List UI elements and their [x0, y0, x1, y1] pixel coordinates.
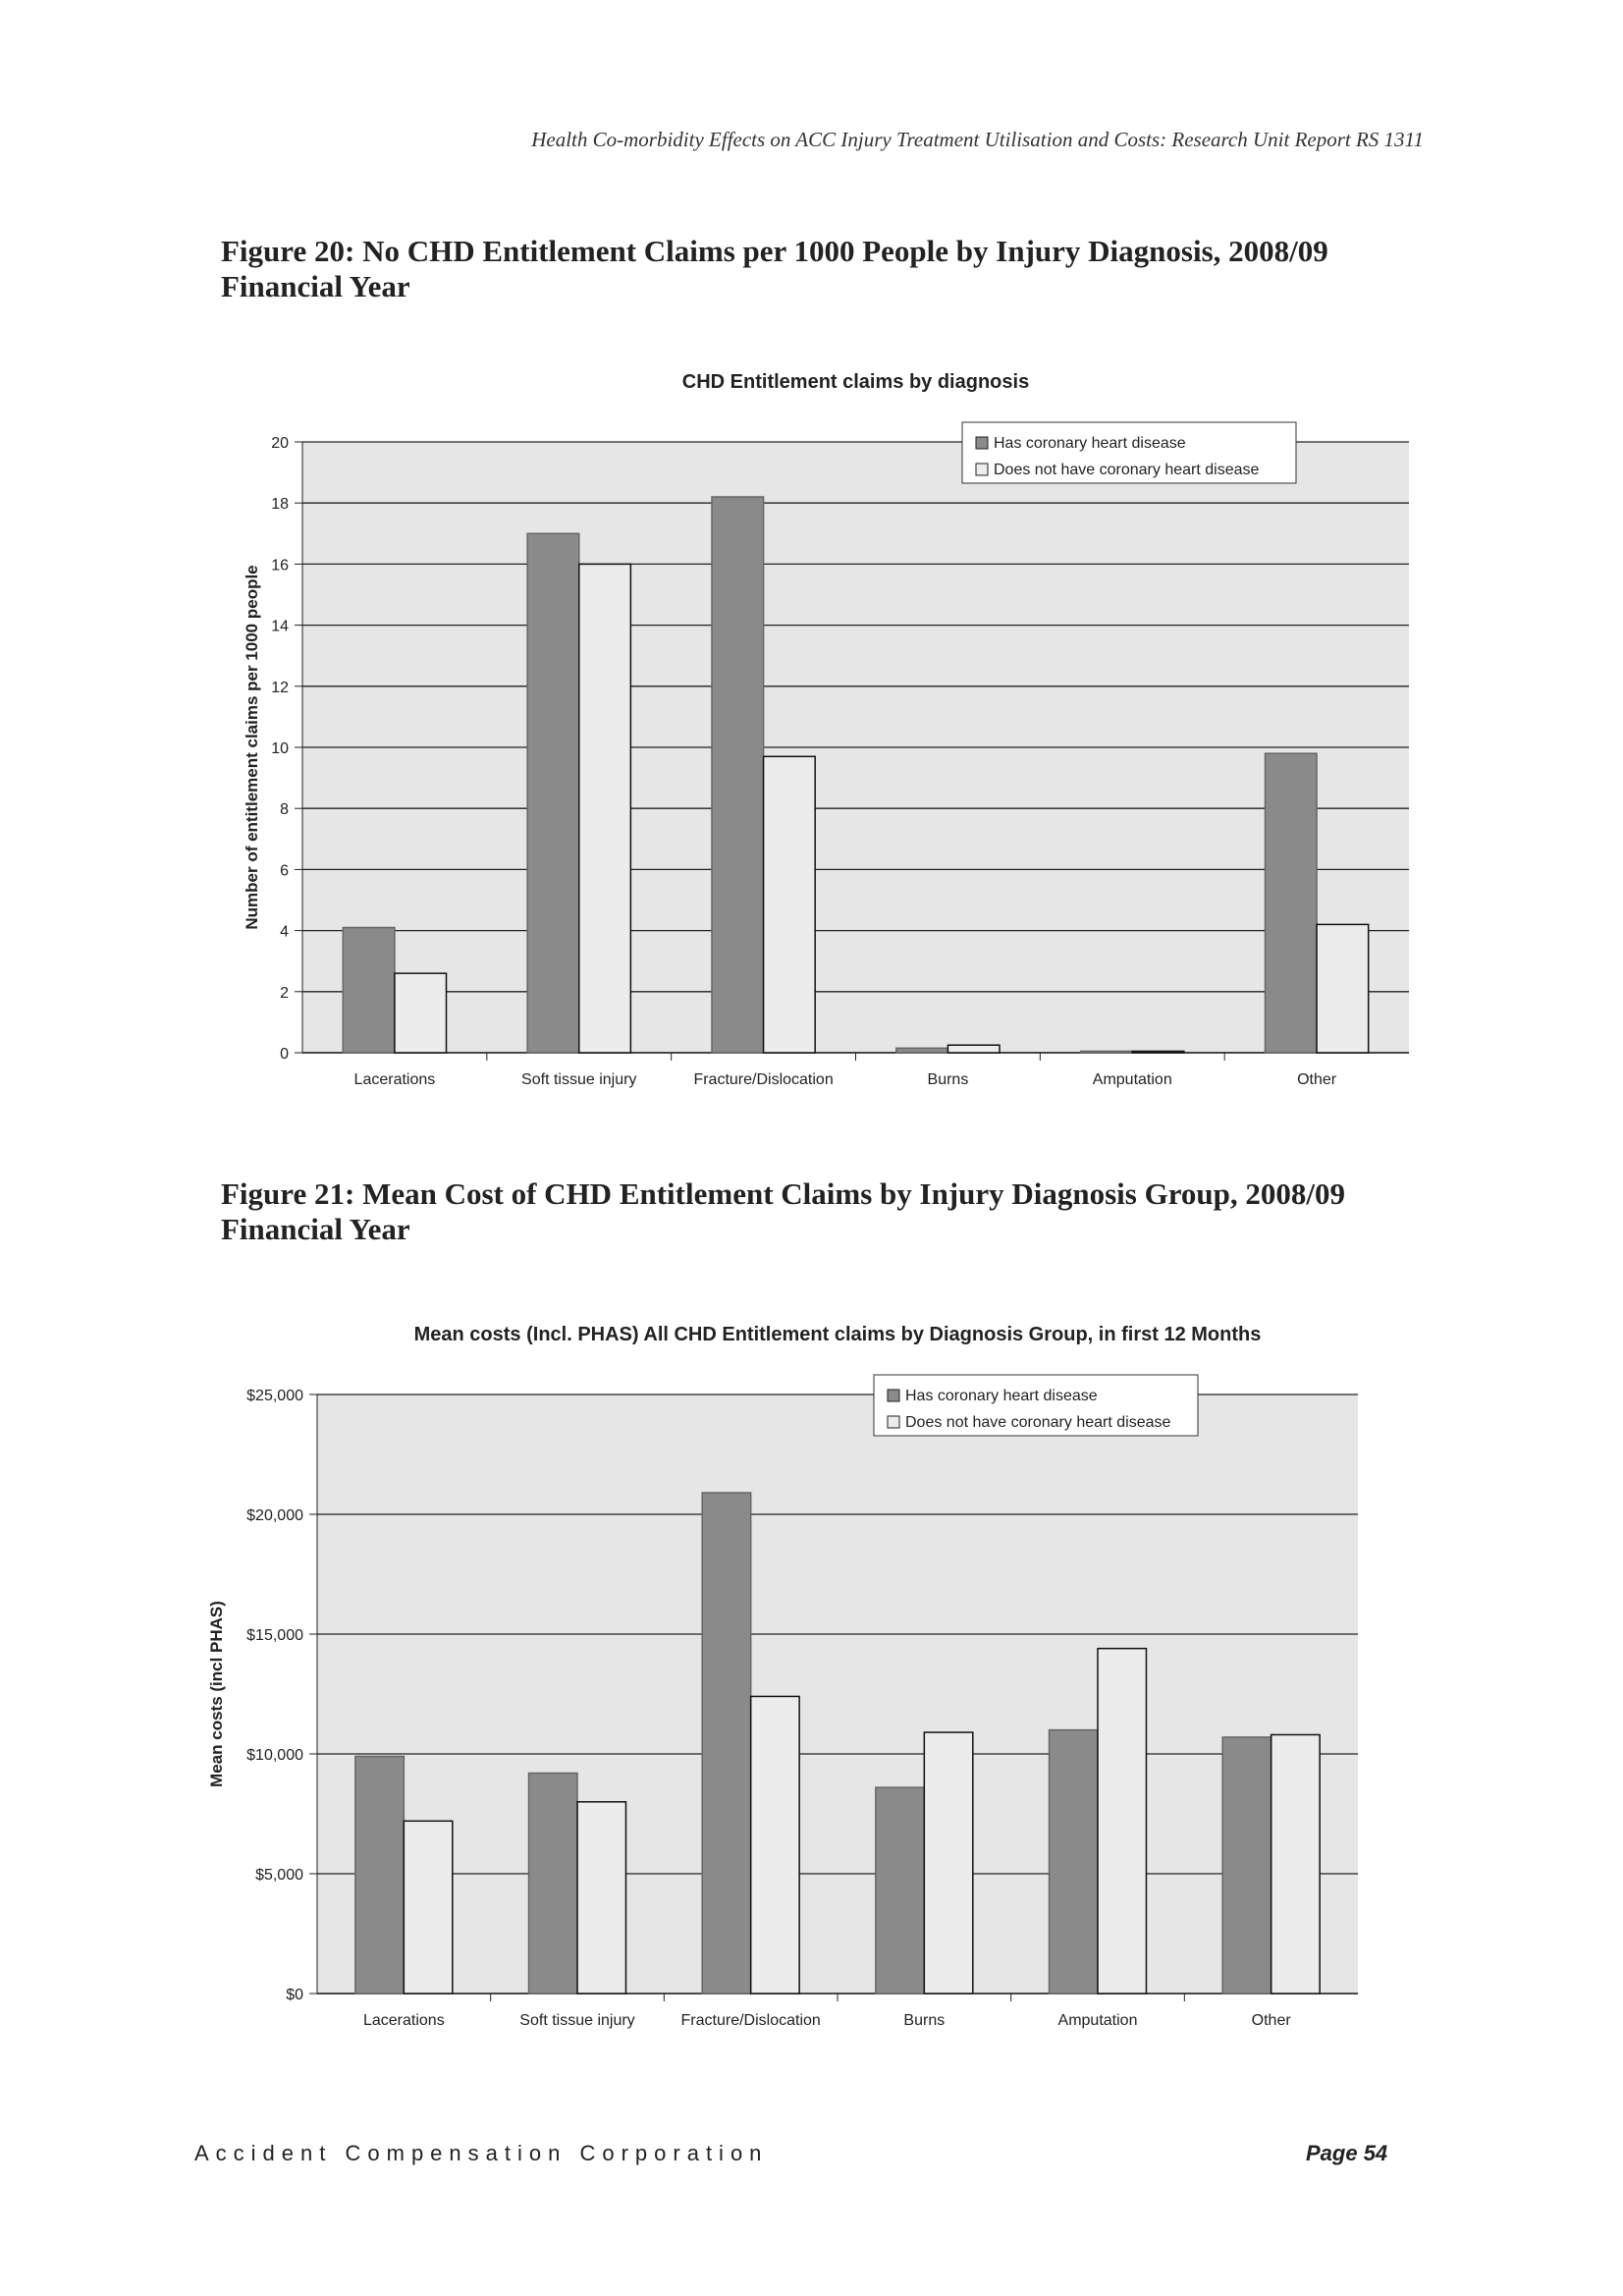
bar-has-chd — [1222, 1737, 1271, 1994]
bar-has-chd — [876, 1787, 924, 1994]
chart-claims-by-diagnosis — [0, 354, 1623, 1100]
chart-title: CHD Entitlement claims by diagnosis — [681, 371, 1030, 393]
bar-no-chd — [404, 1821, 452, 1994]
x-tick-label: Fracture/Dislocation — [680, 2012, 821, 2029]
y-tick-label: 4 — [280, 923, 289, 941]
bar-has-chd — [343, 927, 395, 1053]
running-header: Health Co-morbidity Effects on ACC Injury Treatment Utilisation and Costs: Research Unit Report RS 1311 — [531, 128, 1424, 151]
bar-has-chd — [712, 497, 764, 1053]
bar-has-chd — [1265, 753, 1317, 1053]
x-tick-label: Fracture/Dislocation — [693, 1071, 834, 1088]
bar-no-chd — [764, 756, 816, 1053]
plot-area — [317, 1394, 1358, 1994]
y-tick-label: 6 — [280, 862, 289, 880]
bar-no-chd — [924, 1732, 972, 1994]
y-tick-label: $10,000 — [246, 1747, 303, 1764]
y-tick-label: 8 — [280, 801, 289, 819]
bar-no-chd — [1317, 924, 1369, 1053]
y-tick-label: 0 — [280, 1046, 289, 1063]
bar-no-chd — [751, 1696, 799, 1994]
y-tick-label: 16 — [271, 557, 289, 574]
bar-no-chd — [577, 1802, 625, 1994]
y-tick-label: 20 — [271, 435, 289, 452]
y-tick-label: 18 — [271, 496, 289, 514]
bar-no-chd — [947, 1045, 1000, 1053]
footer-organisation: Accident Compensation Corporation — [194, 2141, 769, 2165]
footer-page-number: Page 54 — [1306, 2141, 1388, 2165]
chart-mean-costs-by-diagnosis — [0, 1306, 1623, 2052]
x-tick-label: Burns — [903, 2012, 946, 2029]
y-tick-label: $0 — [286, 1987, 303, 2003]
x-tick-label: Burns — [927, 1071, 969, 1088]
chart-title: Mean costs (Incl. PHAS) All CHD Entitlement claims by Diagnosis Group, in first 12 Months — [413, 1324, 1262, 1345]
legend-swatch — [976, 437, 988, 449]
bar-no-chd — [1271, 1734, 1320, 1994]
x-tick-label: Soft tissue injury — [519, 2012, 635, 2029]
bar-no-chd — [395, 973, 447, 1053]
bar-no-chd — [579, 564, 631, 1053]
y-tick-label: $15,000 — [246, 1627, 303, 1644]
y-tick-label: 10 — [271, 740, 289, 757]
legend-label: Has coronary heart disease — [905, 1388, 1098, 1404]
bar-has-chd — [896, 1048, 948, 1053]
y-tick-label: $5,000 — [255, 1867, 303, 1884]
bar-has-chd — [1050, 1730, 1098, 1994]
y-axis-label: Mean costs (incl PHAS) — [207, 1601, 226, 1787]
y-tick-label: 12 — [271, 679, 289, 696]
y-axis-label: Number of entitlement claims per 1000 people — [243, 565, 261, 930]
x-tick-label: Amputation — [1057, 2012, 1138, 2029]
bar-has-chd — [527, 533, 579, 1053]
bar-has-chd — [529, 1774, 577, 1994]
y-tick-label: $25,000 — [246, 1388, 303, 1404]
x-tick-label: Lacerations — [362, 2012, 445, 2029]
legend-label: Has coronary heart disease — [994, 435, 1186, 452]
x-tick-label: Soft tissue injury — [521, 1071, 637, 1088]
bar-has-chd — [702, 1493, 750, 1994]
x-tick-label: Amputation — [1092, 1071, 1172, 1088]
legend-label: Does not have coronary heart disease — [994, 462, 1260, 478]
y-tick-label: 14 — [271, 618, 289, 635]
x-tick-label: Lacerations — [353, 1071, 436, 1088]
legend-label: Does not have coronary heart disease — [905, 1414, 1171, 1431]
bar-no-chd — [1132, 1051, 1184, 1053]
legend-swatch — [888, 1390, 899, 1401]
legend-swatch — [888, 1416, 899, 1428]
x-tick-label: Other — [1251, 2012, 1291, 2029]
y-tick-label: 2 — [280, 984, 289, 1002]
x-tick-label: Other — [1297, 1071, 1337, 1088]
figure-20-caption: Figure 20: No CHD Entitlement Claims per 1000 People by Injury Diagnosis, 2008/09 Financial Year — [221, 234, 1328, 303]
legend-swatch — [976, 464, 988, 475]
y-tick-label: $20,000 — [246, 1507, 303, 1524]
bar-has-chd — [355, 1756, 404, 1994]
bar-has-chd — [1081, 1051, 1133, 1053]
bar-no-chd — [1098, 1649, 1146, 1994]
figure-21-caption: Figure 21: Mean Cost of CHD Entitlement Claims by Injury Diagnosis Group, 2008/09 Financial Year — [221, 1176, 1346, 1246]
